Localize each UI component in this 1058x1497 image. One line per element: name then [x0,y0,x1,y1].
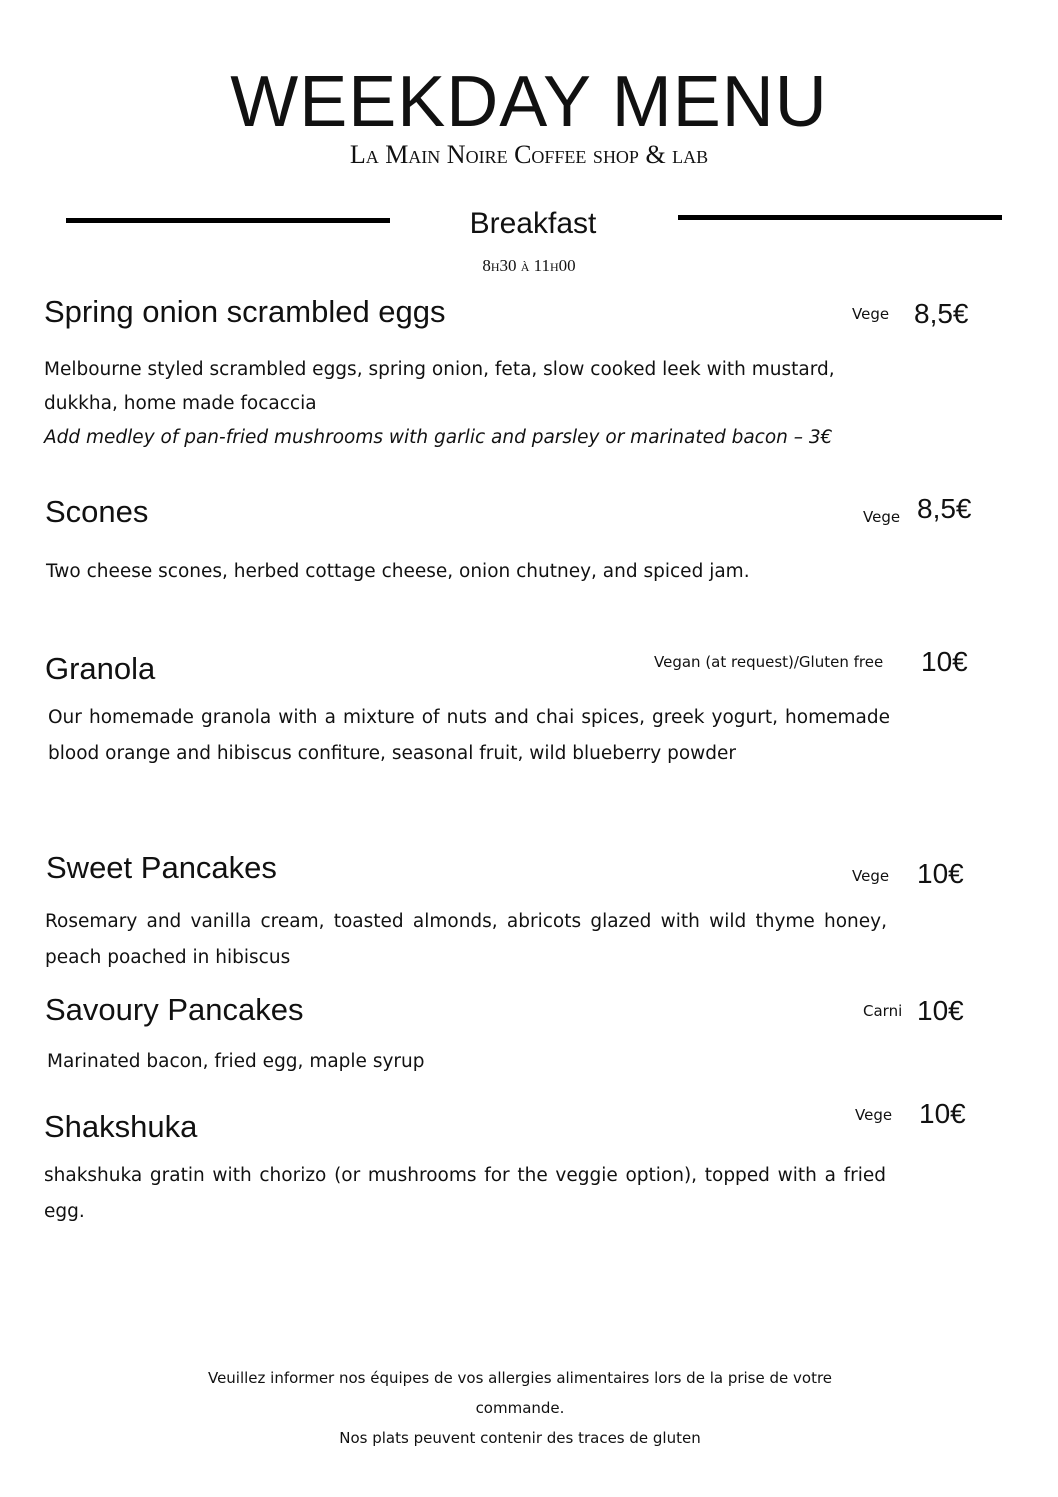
item-description [44,353,890,455]
item-name: Granola [45,651,156,686]
item-addon: Add medley of pan-fried mushrooms with garlic and parsley or marinated bacon – 3€ [44,427,833,448]
item-name: Shakshuka [44,1109,198,1144]
item-description: Our homemade granola with a mixture of nuts and chai spices, greek yogurt, homemade blood orange and hibiscus confiture, seasonal fruit, wild blueberry powder [48,707,890,764]
item-tag: Vegan (at request)/Gluten free [654,653,884,671]
item-price: 8,5€ [917,493,972,524]
menu-title: WEEKDAY MENU [230,62,828,142]
item-name: Spring onion scrambled eggs [44,294,446,329]
gluten-notice: Nos plats peuvent contenir des traces de gluten [339,1429,701,1447]
item-description-text: Melbourne styled scrambled eggs, spring onion, feta, slow cooked leek with mustard, dukkha, home made focaccia [44,359,835,414]
item-tag: Vege [852,305,890,323]
item-name: Scones [45,494,149,529]
item-price: 10€ [919,1098,966,1129]
section-title: Breakfast [469,207,597,240]
item-price: 10€ [921,646,968,677]
item-name: Savoury Pancakes [45,992,304,1027]
item-tag: Vege [855,1106,893,1124]
right-divider-rule [678,215,1002,220]
item-description: Two cheese scones, herbed cottage cheese, onion chutney, and spiced jam. [46,561,750,582]
shop-subtitle: La Main Noire Coffee shop & lab [349,140,709,169]
item-price: 8,5€ [914,298,969,329]
item-tag: Carni [863,1002,903,1020]
item-price: 10€ [917,995,964,1026]
allergy-notice: Veuillez informer nos équipes de vos allergies alimentaires lors de la prise de votre commande. [207,1369,833,1417]
item-name: Sweet Pancakes [46,850,277,885]
item-description: Rosemary and vanilla cream, toasted almonds, abricots glazed with wild thyme honey, peach poached in hibiscus [45,911,887,968]
item-description: Marinated bacon, fried egg, maple syrup [47,1051,425,1072]
item-price: 10€ [917,858,964,889]
item-tag: Vege [863,508,901,526]
section-hours: 8h30 à 11h00 [482,256,576,275]
item-description: shakshuka gratin with chorizo (or mushrooms for the veggie option), topped with a fried egg. [44,1165,886,1222]
item-tag: Vege [852,867,890,885]
